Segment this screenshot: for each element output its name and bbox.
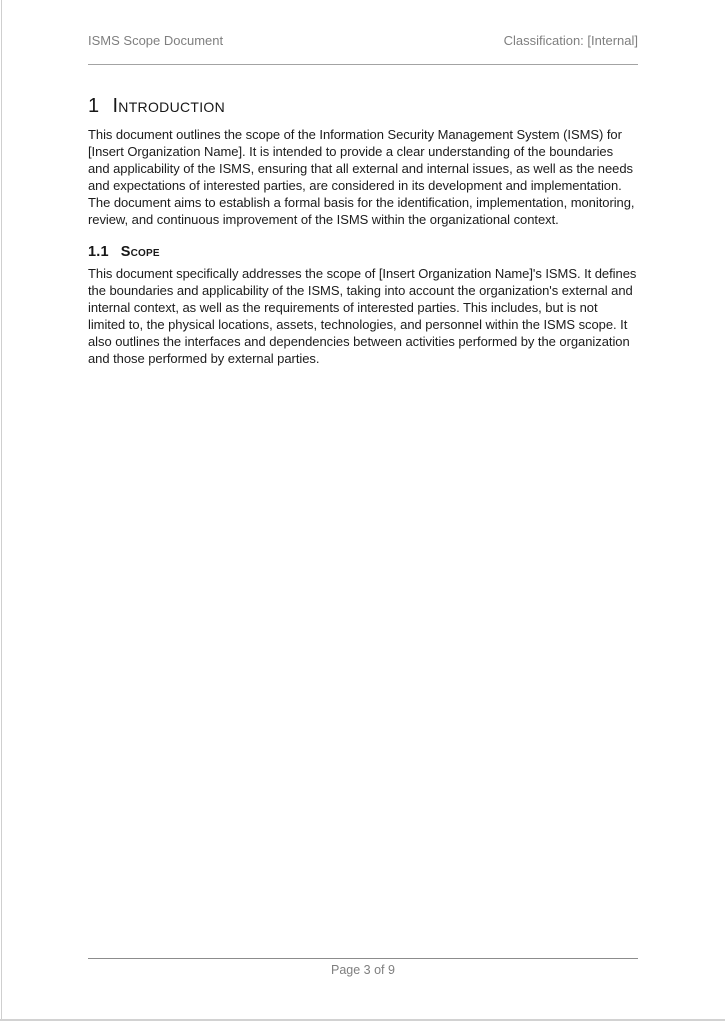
heading-number: 1.1	[88, 244, 109, 260]
heading-title: Scope	[120, 244, 160, 260]
document-body	[88, 68, 638, 367]
header-document-title: ISMS Scope Document	[88, 33, 224, 48]
header-classification-label: Classification: [Internal]	[503, 33, 638, 48]
section-heading-scope	[88, 244, 638, 261]
section-heading-introduction	[88, 95, 638, 117]
introduction-paragraph: This document outlines the scope of the Information Security Management System (ISMS) for [Insert Organization Name]. It is intended to provide a clear understanding of the boundaries and applicability of the ISMS, ensuring that all external and internal issues, as well as the needs and expectations of interested parties, are considered in its development and implementation. The document aims to establish a formal basis for the identification, implementation, monitoring, review, and continuous improvement of the ISMS within the organizational context.	[88, 127, 635, 227]
heading-number: 1	[88, 95, 100, 117]
page-left-edge	[1, 0, 2, 1020]
page-number-label: Page 3 of 9	[331, 963, 395, 977]
page-header	[88, 33, 638, 65]
heading-title: Introduction	[112, 95, 226, 117]
page-bottom-edge	[0, 1019, 725, 1021]
page-footer	[88, 958, 638, 977]
scope-paragraph: This document specifically addresses the scope of [Insert Organization Name]'s ISMS. It defines the boundaries and applicability of the ISMS, taking into account the organization's external and internal context, as well as the requirements of interested parties. This includes, but is not limited to, the physical locations, assets, technologies, and personnel within the ISMS scope. It also outlines the interfaces and dependencies between activities performed by the organization and those performed by external parties.	[88, 265, 637, 366]
